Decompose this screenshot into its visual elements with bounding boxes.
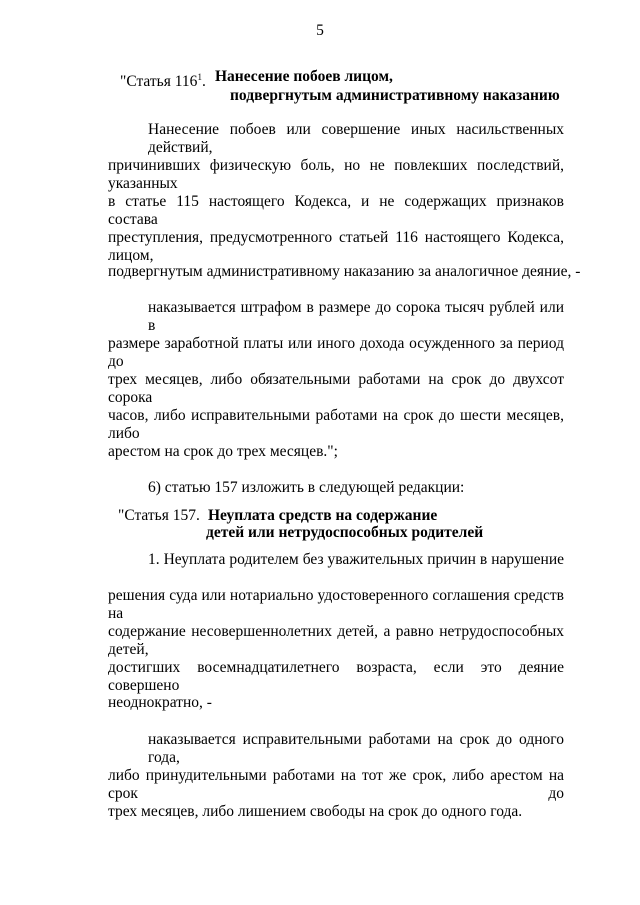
article-label (120, 68, 206, 91)
paragraph-line: 6) статью 157 изложить в следующей редакции: (148, 479, 465, 496)
article-superscript: 1 (197, 72, 202, 82)
paragraph-line: причинивших физическую боль, но не повлекших последствий, указанных (108, 157, 564, 192)
paragraph-line: часов, либо исправительными работами на срок до шести месяцев, либо (108, 407, 564, 442)
paragraph-line: Нанесение побоев или совершение иных насильственных действий, (148, 121, 564, 156)
paragraph-line: размере заработной платы или иного дохода осужденного за период до (108, 335, 564, 370)
paragraph-line: 1. Неуплата родителем без уважительных причин в нарушение (148, 551, 564, 568)
paragraph-line: наказывается штрафом в размере до сорока тысяч рублей или в (148, 299, 564, 334)
article-label: "Статья 157. (118, 507, 200, 524)
paragraph-line: содержание несовершеннолетних детей, а равно нетрудоспособных детей, (108, 623, 564, 658)
paragraph-line: достигших восемнадцатилетнего возраста, если это деяние совершено (108, 659, 564, 694)
article-title-line: Нанесение побоев лицом, (215, 68, 393, 85)
article-label-dot: . (201, 73, 206, 91)
article-title-line: подвергнутым административному наказанию (230, 87, 560, 104)
paragraph-line: либо принудительными работами на тот же срок, либо арестом на срок до (108, 767, 564, 802)
paragraph-line: в статье 115 настоящего Кодекса, и не содержащих признаков состава (108, 193, 564, 228)
page-number: 5 (316, 22, 324, 39)
article-title-line: Неуплата средств на содержание (208, 507, 438, 524)
article-label-text: "Статья 116 (120, 73, 198, 91)
paragraph-line: решения суда или нотариально удостоверенного соглашения средств на (108, 587, 564, 622)
paragraph-line: преступления, предусмотренного статьей 116 настоящего Кодекса, лицом, (108, 229, 564, 264)
paragraph-line: трех месяцев, либо обязательными работами на срок до двухсот сорока (108, 371, 564, 406)
paragraph-line: наказывается исправительными работами на срок до одного года, (148, 731, 564, 766)
paragraph-line: неоднократно, - (108, 694, 212, 711)
paragraph-line: арестом на срок до трех месяцев."; (108, 443, 338, 460)
paragraph-line: подвергнутым административному наказанию за аналогичное деяние, - (108, 263, 581, 280)
article-title-line: детей или нетрудоспособных родителей (206, 524, 484, 541)
paragraph-line: трех месяцев, либо лишением свободы на срок до одного года. (108, 803, 523, 820)
